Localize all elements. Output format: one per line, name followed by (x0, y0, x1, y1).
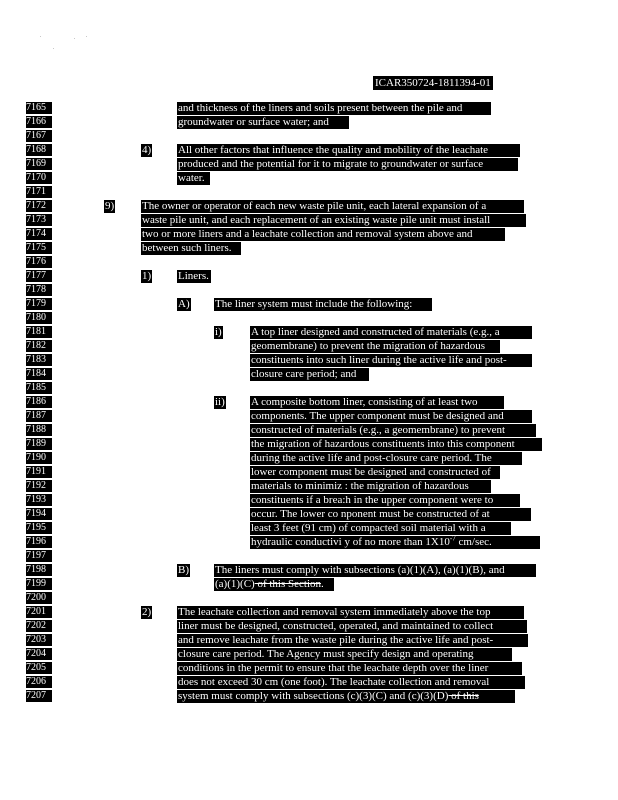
line-number: 7194 (26, 508, 52, 520)
text-line (250, 536, 540, 549)
line-number: 7198 (26, 564, 52, 576)
line-number: 7182 (26, 340, 52, 352)
list-marker-a: A) (178, 298, 190, 310)
line-number: 7197 (26, 550, 52, 562)
text-line: Liners. (177, 270, 211, 283)
text-line: The owner or operator of each new waste pile unit, each lateral expansion of a (141, 200, 524, 213)
text-line: A composite bottom liner, consisting of at least two (250, 396, 504, 409)
line-number: 7171 (26, 186, 52, 198)
list-marker-4: 4) (142, 144, 152, 156)
text-line: closure care period; and (250, 368, 369, 381)
struck-text: of this Section (254, 578, 322, 590)
line-number: 7177 (26, 270, 52, 282)
line-number: 7173 (26, 214, 52, 226)
text-line: geomembrane) to prevent the migration of hazardous (250, 340, 500, 353)
line-number: 7167 (26, 130, 52, 142)
line-number: 7199 (26, 578, 52, 590)
text-line: materials to minimiz : the migration of hazardous (250, 480, 491, 493)
line-number: 7203 (26, 634, 52, 646)
line-number: 7174 (26, 228, 52, 240)
text-line: water. (177, 172, 210, 185)
text-line: the migration of hazardous constituents into this component (250, 438, 542, 451)
line-number: 7206 (26, 676, 52, 688)
text-segment: system must comply with subsections (c)(3)(C) and (c)(3)(D) (178, 690, 449, 702)
text-segment: (a)(1)(C) (215, 578, 255, 590)
text-line: closure care period. The Agency must specify design and operating (177, 648, 512, 661)
text-line: during the active life and post-closure care period. The (250, 452, 522, 465)
line-number: 7207 (26, 690, 52, 702)
line-number: 7192 (26, 480, 52, 492)
text-line: does not exceed 30 cm (one foot). The leachate collection and removal (177, 676, 525, 689)
list-marker-ii: ii) (215, 396, 225, 408)
list-marker-2: 2) (142, 606, 152, 618)
text-line: All other factors that influence the quality and mobility of the leachate (177, 144, 520, 157)
text-line: The liner system must include the following: (214, 298, 432, 311)
text-line: two or more liners and a leachate collection and removal system above and (141, 228, 505, 241)
line-number: 7205 (26, 662, 52, 674)
line-number: 7186 (26, 396, 52, 408)
text-line: and remove leachate from the waste pile during the active life and post- (177, 634, 528, 647)
text-line: least 3 feet (91 cm) of compacted soil material with a (250, 522, 511, 535)
line-number: 7190 (26, 452, 52, 464)
text-segment: cm/sec. (455, 536, 492, 548)
line-number: 7201 (26, 606, 52, 618)
list-marker-b: B) (178, 564, 189, 576)
scan-speck (86, 36, 87, 37)
exponent: -7 (449, 536, 456, 543)
list-marker-9: 9) (105, 200, 115, 212)
text-line: waste pile unit, and each replacement of an existing waste pile unit must install (141, 214, 526, 227)
line-number: 7183 (26, 354, 52, 366)
line-number: 7184 (26, 368, 52, 380)
text-line: The leachate collection and removal system immediately above the top (177, 606, 524, 619)
scan-speck (74, 38, 75, 39)
text-line: The liners must comply with subsections (a)(1)(A), (a)(1)(B), and (214, 564, 536, 577)
text-line: lower component must be designed and constructed of (250, 466, 500, 479)
scan-speck (53, 48, 54, 49)
line-number: 7169 (26, 158, 52, 170)
line-number: 7170 (26, 172, 52, 184)
text-segment: hydraulic conductivi y of no more than 1X10 (251, 536, 450, 548)
line-number: 7196 (26, 536, 52, 548)
line-number: 7200 (26, 592, 52, 604)
scan-speck (40, 36, 41, 37)
text-line (214, 578, 334, 591)
text-line: produced and the potential for it to migrate to groundwater or surface (177, 158, 518, 171)
line-number: 7202 (26, 620, 52, 632)
text-line: constituents into such liner during the active life and post- (250, 354, 532, 367)
text-line: occur. The lower co nponent must be constructed of at (250, 508, 531, 521)
line-number: 7195 (26, 522, 52, 534)
line-number: 7181 (26, 326, 52, 338)
line-number: 7185 (26, 382, 52, 394)
text-line: components. The upper component must be designed and (250, 410, 532, 423)
line-number: 7165 (26, 102, 52, 114)
text-segment: . (321, 578, 324, 590)
line-number: 7188 (26, 424, 52, 436)
text-line: liner must be designed, constructed, operated, and maintained to collect (177, 620, 527, 633)
struck-text: of this (448, 690, 479, 702)
text-line: and thickness of the liners and soils present between the pile and (177, 102, 491, 115)
text-line: groundwater or surface water; and (177, 116, 349, 129)
line-number: 7176 (26, 256, 52, 268)
line-number: 7179 (26, 298, 52, 310)
text-line (177, 690, 515, 703)
line-number: 7166 (26, 116, 52, 128)
line-number: 7172 (26, 200, 52, 212)
text-line: constituents if a brea:h in the upper component were to (250, 494, 520, 507)
line-number: 7178 (26, 284, 52, 296)
line-number: 7175 (26, 242, 52, 254)
text-line: constructed of materials (e.g., a geomembrane) to prevent (250, 424, 536, 437)
list-marker-i: i) (215, 326, 222, 338)
text-line: between such liners. (141, 242, 241, 255)
line-number: 7168 (26, 144, 52, 156)
line-number: 7187 (26, 410, 52, 422)
document-id-header: ICAR350724-1811394-01 (375, 77, 491, 89)
line-number: 7180 (26, 312, 52, 324)
text-line: conditions in the permit to ensure that the leachate depth over the liner (177, 662, 522, 675)
text-line: A top liner designed and constructed of materials (e.g., a (250, 326, 532, 339)
line-number: 7204 (26, 648, 52, 660)
line-number: 7189 (26, 438, 52, 450)
list-marker-1: 1) (142, 270, 152, 282)
line-number: 7193 (26, 494, 52, 506)
line-number: 7191 (26, 466, 52, 478)
